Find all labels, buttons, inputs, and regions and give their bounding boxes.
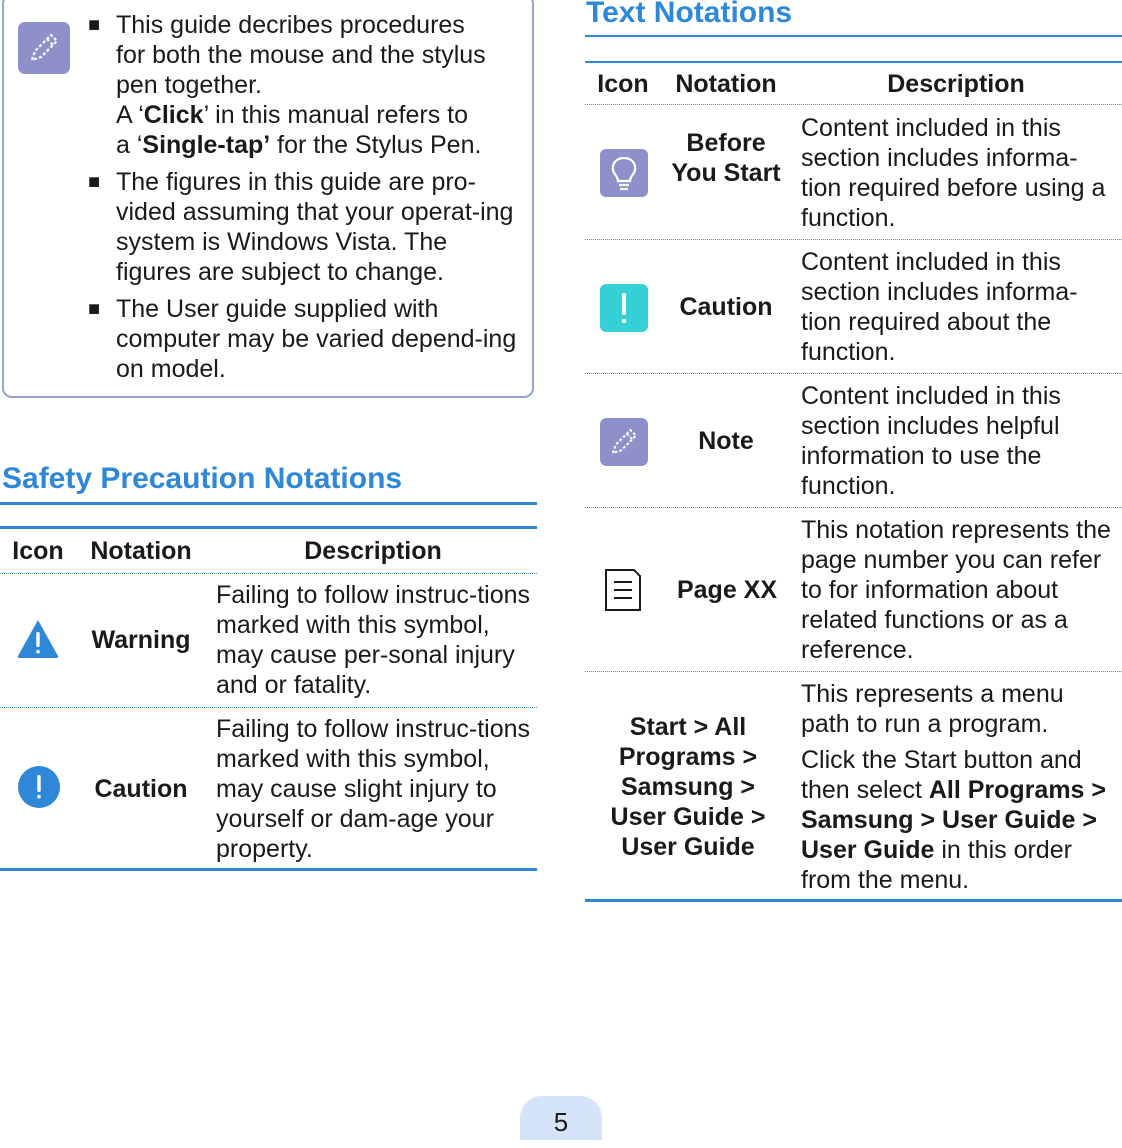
bullet-square-icon: ■: [88, 14, 101, 36]
note-line: pen together.: [116, 71, 262, 99]
header-icon: Icon: [12, 537, 64, 565]
description-before-you-start: Content included in this section includes informa-tion required before using a function.: [801, 114, 1106, 232]
warning-triangle-icon: [16, 618, 60, 660]
note-icon: [600, 418, 648, 466]
note-text: The User guide supplied with computer may be varied depend-ing on model.: [116, 295, 517, 383]
divider: [585, 671, 1122, 672]
page-ref-icon: [604, 568, 642, 612]
description-caution: Failing to follow instruc-tions marked with this symbol, may cause slight injury to yourself or dam-age your property.: [216, 715, 531, 863]
divider: [0, 526, 537, 529]
note-line: a ‘Single-tap’ for the Stylus Pen.: [116, 131, 482, 159]
divider: [0, 502, 537, 505]
safety-title: Safety Precaution Notations: [2, 462, 403, 495]
note-bullets: [88, 10, 528, 391]
divider: [0, 707, 537, 708]
exclamation-icon: [600, 284, 648, 332]
description-note: Content included in this section includes helpful information to use the function.: [801, 382, 1061, 500]
divider: [0, 868, 537, 871]
divider: [585, 104, 1122, 105]
note-line: for both the mouse and the stylus: [116, 41, 486, 69]
divider: [585, 507, 1122, 508]
bullet-square-icon: ■: [88, 171, 101, 193]
note-bullet: [88, 294, 528, 384]
notation-caution: Caution: [679, 293, 773, 321]
notation-page-xx: Page XX: [676, 576, 778, 604]
divider: [585, 35, 1122, 37]
header-icon: Icon: [597, 70, 649, 98]
header-description: Description: [304, 537, 442, 565]
note-bullet: [88, 167, 528, 287]
description-menu-path: [801, 679, 1113, 901]
notation-caution: Caution: [94, 775, 188, 803]
page-number: 5: [520, 1096, 602, 1140]
description-caution: Content included in this section includes informa-tion required about the function.: [801, 248, 1078, 366]
notation-note: Note: [698, 427, 754, 455]
divider: [585, 239, 1122, 240]
caution-circle-icon: [18, 766, 60, 808]
lightbulb-icon: [600, 149, 648, 197]
description-warning: Failing to follow instruc-tions marked with this symbol, may cause per-sonal injury and or fatality.: [216, 581, 531, 699]
header-notation: Notation: [675, 70, 777, 98]
text-notations-title: Text Notations: [586, 0, 793, 29]
description-menu-path-p1: This represents a menu path to run a program.: [801, 680, 1064, 738]
note-icon: [18, 22, 70, 74]
note-text: The figures in this guide are pro-vided assuming that your operat-ing system is Windows Vista. The figures are subject to change.: [116, 168, 514, 286]
note-bullet: [88, 10, 528, 160]
notation-warning: Warning: [91, 626, 191, 654]
header-description: Description: [887, 70, 1025, 98]
notation-menu-path: Start > All Programs > Samsung > User Guide > User Guide: [610, 713, 766, 861]
description-page-xx: This notation represents the page number you can refer to for information about related functions or as a reference.: [801, 516, 1111, 664]
header-notation: Notation: [90, 537, 192, 565]
notation-before-you-start: Before You Start: [671, 129, 781, 187]
bullet-square-icon: ■: [88, 298, 101, 320]
divider: [585, 61, 1122, 63]
note-line: This guide decribes procedures: [116, 11, 465, 39]
note-line: A ‘Click’ in this manual refers to: [116, 101, 469, 129]
divider: [585, 373, 1122, 374]
divider: [585, 899, 1122, 902]
description-menu-path-p2: Click the Start button and then select All Programs > Samsung > User Guide > User Guide in this order from the menu.: [801, 746, 1107, 894]
divider: [0, 573, 537, 574]
